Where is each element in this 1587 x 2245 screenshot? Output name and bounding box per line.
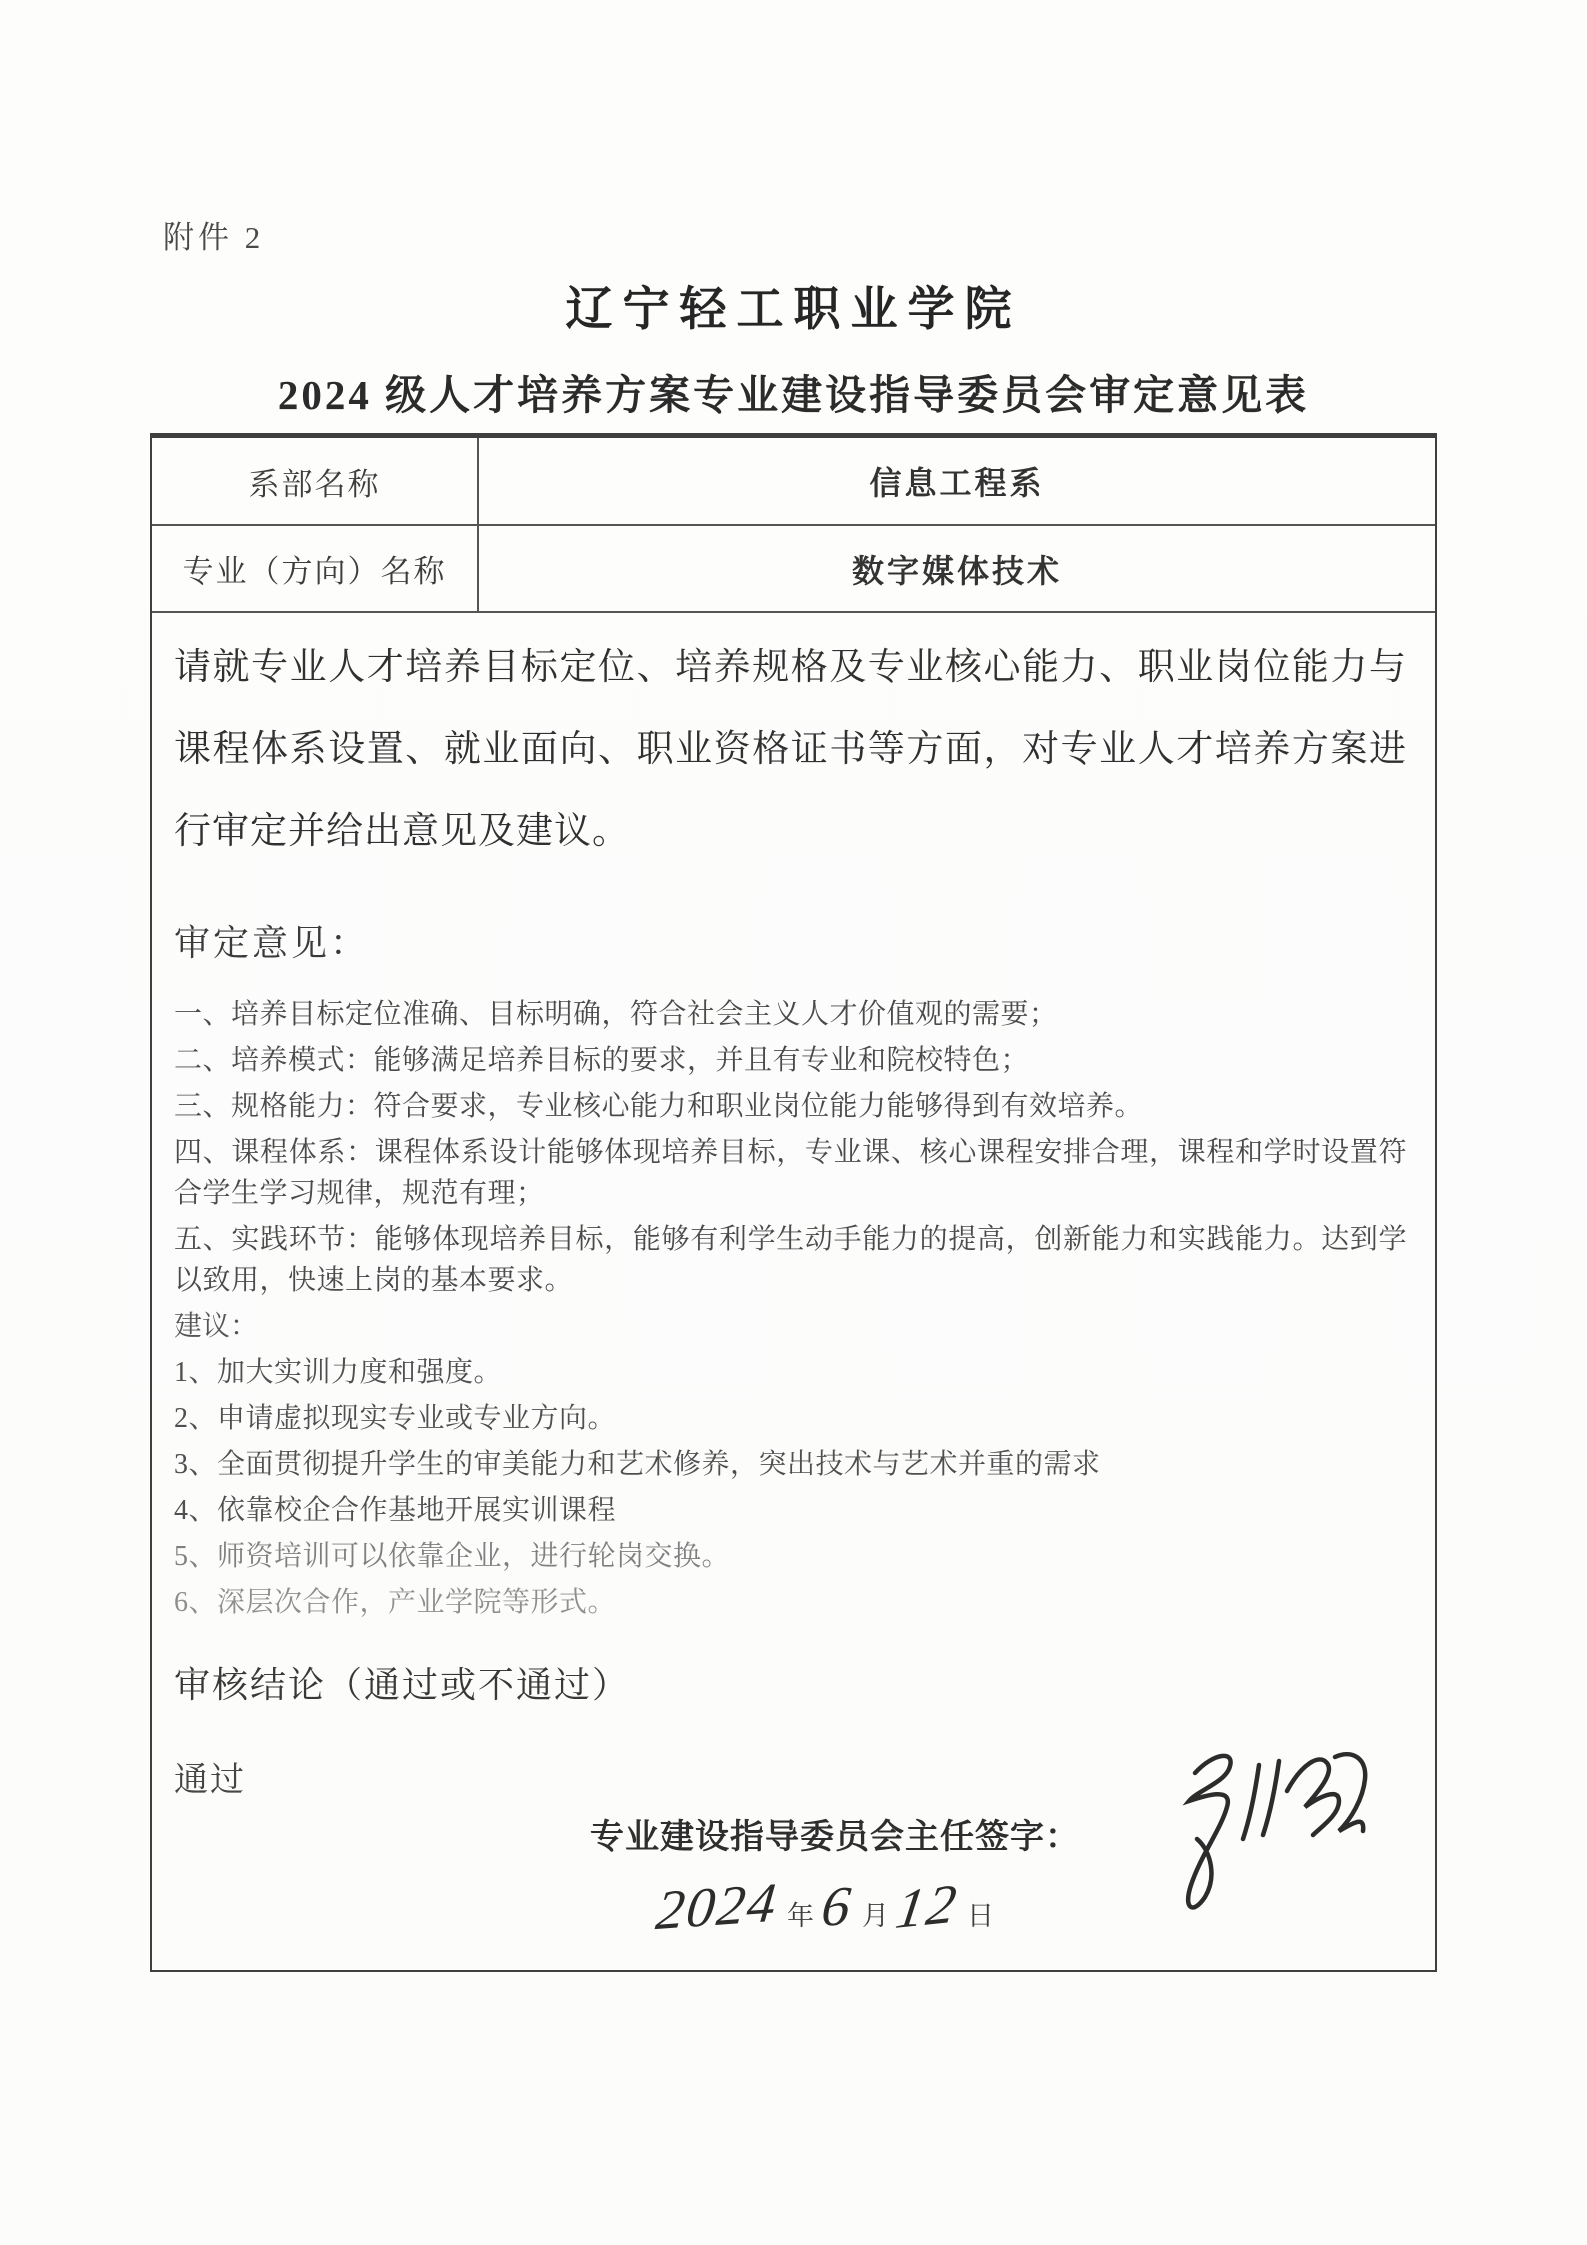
review-form-table bbox=[150, 433, 1437, 1972]
opinion-list bbox=[174, 994, 1407, 1301]
suggestion-item-6: 6、深层次合作，产业学院等形式。 bbox=[174, 1587, 617, 1618]
signature-label: 专业建设指导委员会主任签字： bbox=[590, 1819, 1080, 1856]
opinion-item-1: 一、培养目标定位准确、目标明确，符合社会主义人才价值观的需要； bbox=[174, 999, 1058, 1030]
opinion-item-3: 三、规格能力：符合要求，专业核心能力和职业岗位能力能够得到有效培养。 bbox=[174, 1091, 1144, 1122]
instruction-paragraph: 请就专业人才培养目标定位、培养规格及专业核心能力、职业岗位能力与课程体系设置、就业面向、职业资格证书等方面，对专业人才培养方案进行审定并给出意见及建议。 bbox=[174, 647, 1407, 852]
signature-row bbox=[590, 1809, 1080, 1858]
department-label: 系部名称 bbox=[152, 438, 479, 524]
suggestion-item-5: 5、师资培训可以依靠企业，进行轮岗交换。 bbox=[174, 1541, 731, 1572]
handwritten-signature bbox=[1167, 1735, 1382, 1935]
suggestion-heading: 建议： bbox=[174, 1311, 259, 1342]
table-row-major bbox=[152, 526, 1435, 613]
date-month-unit: 月 bbox=[862, 1901, 889, 1931]
document-title: 辽宁轻工职业学院 bbox=[565, 284, 1022, 336]
date-day: 12 bbox=[891, 1873, 963, 1941]
table-row-department bbox=[152, 438, 1435, 526]
date-month: 6 bbox=[818, 1875, 856, 1939]
opinion-item-4: 四、课程体系：课程体系设计能够体现培养目标，专业课、核心课程安排合理，课程和学时设置符合学生学习规律，规范有理； bbox=[174, 1137, 1407, 1209]
opinion-item-2: 二、培养模式：能够满足培养目标的要求，并且有专业和院校特色； bbox=[174, 1045, 1030, 1076]
major-label: 专业（方向）名称 bbox=[152, 526, 479, 611]
opinion-item-5: 五、实践环节：能够体现培养目标，能够有利学生动手能力的提高，创新能力和实践能力。达到学以致用，快速上岗的基本要求。 bbox=[174, 1224, 1407, 1296]
department-value: 信息工程系 bbox=[869, 465, 1045, 501]
date-day-unit: 日 bbox=[967, 1901, 994, 1931]
date-year: 2024 bbox=[653, 1871, 781, 1943]
suggestion-item-1: 1、加大实训力度和强度。 bbox=[174, 1357, 503, 1388]
conclusion-heading: 审核结论（通过或不通过） bbox=[174, 1665, 631, 1705]
review-content-cell bbox=[152, 613, 1435, 1973]
suggestion-list bbox=[174, 1352, 1407, 1623]
suggestion-item-2: 2、申请虚拟现实专业或专业方向。 bbox=[174, 1403, 617, 1434]
conclusion-value: 通过 bbox=[174, 1762, 246, 1799]
suggestion-item-3: 3、全面贯彻提升学生的审美能力和艺术修养，突出技术与艺术并重的需求 bbox=[174, 1449, 1101, 1480]
handwritten-date bbox=[653, 1871, 1002, 1943]
attachment-label: 附件 2 bbox=[163, 220, 265, 255]
major-value: 数字媒体技术 bbox=[851, 552, 1062, 589]
document-subtitle: 2024 级人才培养方案专业建设指导委员会审定意见表 bbox=[277, 372, 1310, 418]
date-year-unit: 年 bbox=[787, 1901, 814, 1931]
suggestion-item-4: 4、依靠校企合作基地开展实训课程 bbox=[174, 1495, 617, 1526]
opinion-heading: 审定意见： bbox=[174, 923, 370, 963]
